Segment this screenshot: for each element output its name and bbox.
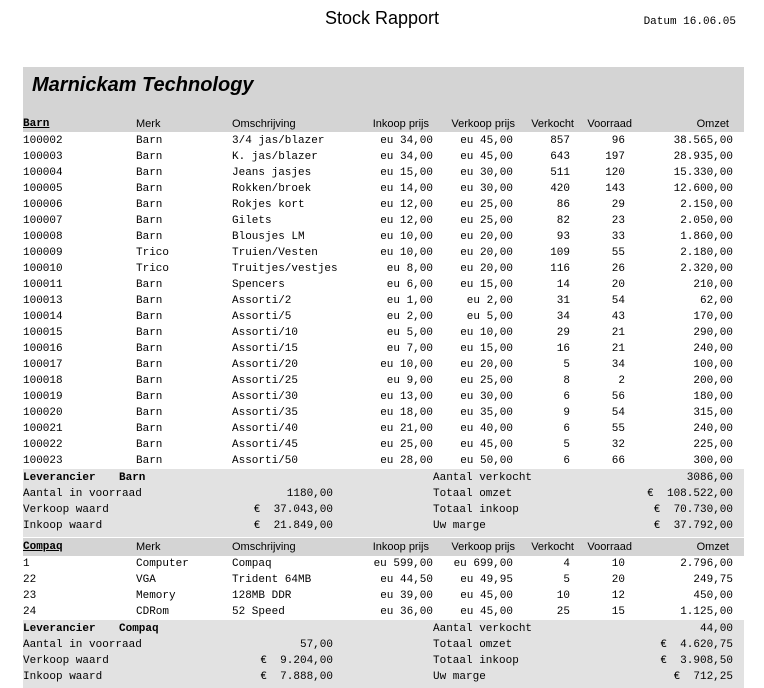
cell-merk: Barn bbox=[136, 167, 163, 179]
table-row bbox=[23, 213, 744, 229]
cell-omschrijving: Assorti/40 bbox=[232, 423, 299, 435]
cell-omschrijving: 3/4 jas/blazer bbox=[232, 135, 325, 147]
cell-inkoop-prijs: eu 28,00 bbox=[380, 455, 433, 467]
cell-merk: Barn bbox=[136, 183, 163, 195]
buy-value: € 21.849,00 bbox=[253, 520, 333, 532]
cell-verkoop-prijs: eu 20,00 bbox=[460, 263, 513, 275]
cell-inkoop-prijs: eu 2,00 bbox=[386, 311, 433, 323]
cell-merk: CDRom bbox=[136, 606, 170, 618]
table-row bbox=[23, 437, 744, 453]
cell-voorraad: 26 bbox=[611, 263, 625, 275]
header-omschrijving: Omschrijving bbox=[232, 541, 296, 553]
cell-supplier: 100019 bbox=[23, 391, 63, 403]
cell-verkoop-prijs: eu 25,00 bbox=[460, 375, 513, 387]
cell-omzet: 450,00 bbox=[693, 590, 733, 602]
sale-value-label: Verkoop waard bbox=[23, 504, 109, 516]
table-row bbox=[23, 421, 744, 437]
cell-omzet: 170,00 bbox=[693, 311, 733, 323]
table-row bbox=[23, 389, 744, 405]
cell-merk: Barn bbox=[136, 135, 163, 147]
table-row bbox=[23, 197, 744, 213]
cell-voorraad: 43 bbox=[611, 311, 625, 323]
cell-inkoop-prijs: eu 44,50 bbox=[380, 574, 433, 586]
supplier-label: Leverancier bbox=[23, 623, 96, 635]
table-row bbox=[23, 181, 744, 197]
cell-verkoop-prijs: eu 45,00 bbox=[460, 590, 513, 602]
cell-inkoop-prijs: eu 9,00 bbox=[386, 375, 433, 387]
cell-verkoop-prijs: eu 35,00 bbox=[460, 407, 513, 419]
cell-merk: Barn bbox=[136, 327, 163, 339]
table-row bbox=[23, 357, 744, 373]
cell-verkoop-prijs: eu 45,00 bbox=[460, 135, 513, 147]
cell-omzet: 180,00 bbox=[693, 391, 733, 403]
cell-verkoop-prijs: eu 40,00 bbox=[460, 423, 513, 435]
cell-supplier: 100011 bbox=[23, 279, 63, 291]
cell-verkoop-prijs: eu 45,00 bbox=[460, 439, 513, 451]
header-inkoop-prijs: Inkoop prijs bbox=[372, 541, 429, 553]
group-summary bbox=[23, 469, 744, 537]
cell-voorraad: 56 bbox=[611, 391, 625, 403]
cell-verkoop-prijs: eu 15,00 bbox=[460, 279, 513, 291]
cell-supplier: 100017 bbox=[23, 359, 63, 371]
cell-verkoop-prijs: eu 5,00 bbox=[466, 311, 513, 323]
report-date: Datum 16.06.05 bbox=[643, 16, 736, 28]
cell-omzet: 1.125,00 bbox=[680, 606, 733, 618]
cell-omzet: 300,00 bbox=[693, 455, 733, 467]
supplier-label: Leverancier bbox=[23, 472, 96, 484]
cell-merk: Trico bbox=[136, 247, 170, 259]
cell-supplier: 100023 bbox=[23, 455, 63, 467]
cell-merk: Computer bbox=[136, 558, 189, 570]
cell-omschrijving: Assorti/2 bbox=[232, 295, 292, 307]
purchase-value: € 3.908,50 bbox=[660, 655, 733, 667]
cell-supplier: 100016 bbox=[23, 343, 63, 355]
cell-supplier: 23 bbox=[23, 590, 37, 602]
cell-omzet: 2.050,00 bbox=[680, 215, 733, 227]
cell-voorraad: 20 bbox=[611, 279, 625, 291]
turnover-value: € 4.620,75 bbox=[660, 639, 733, 651]
cell-voorraad: 55 bbox=[611, 247, 625, 259]
table-row bbox=[23, 229, 744, 245]
turnover-value: € 108.522,00 bbox=[647, 488, 733, 500]
cell-verkoop-prijs: eu 49,95 bbox=[460, 574, 513, 586]
cell-verkoop-prijs: eu 30,00 bbox=[460, 183, 513, 195]
header-supplier: Compaq bbox=[23, 541, 63, 553]
cell-verkocht: 4 bbox=[563, 558, 570, 570]
cell-verkoop-prijs: eu 20,00 bbox=[460, 359, 513, 371]
cell-verkoop-prijs: eu 45,00 bbox=[460, 151, 513, 163]
cell-verkocht: 6 bbox=[563, 391, 570, 403]
cell-inkoop-prijs: eu 12,00 bbox=[380, 199, 433, 211]
cell-inkoop-prijs: eu 8,00 bbox=[386, 263, 433, 275]
cell-voorraad: 10 bbox=[611, 558, 625, 570]
cell-voorraad: 2 bbox=[618, 375, 625, 387]
table-row bbox=[23, 453, 744, 469]
cell-supplier: 100013 bbox=[23, 295, 63, 307]
cell-merk: Barn bbox=[136, 151, 163, 163]
header-merk: Merk bbox=[136, 541, 161, 553]
cell-verkoop-prijs: eu 30,00 bbox=[460, 391, 513, 403]
cell-inkoop-prijs: eu 7,00 bbox=[386, 343, 433, 355]
cell-omzet: 240,00 bbox=[693, 423, 733, 435]
cell-supplier: 22 bbox=[23, 574, 37, 586]
cell-inkoop-prijs: eu 599,00 bbox=[373, 558, 433, 570]
cell-voorraad: 12 bbox=[611, 590, 625, 602]
cell-omzet: 2.150,00 bbox=[680, 199, 733, 211]
sold-label: Aantal verkocht bbox=[433, 472, 533, 484]
cell-merk: Barn bbox=[136, 199, 163, 211]
cell-verkocht: 29 bbox=[556, 327, 570, 339]
cell-merk: Trico bbox=[136, 263, 170, 275]
stock-value: 1180,00 bbox=[286, 488, 333, 500]
cell-voorraad: 55 bbox=[611, 423, 625, 435]
cell-voorraad: 54 bbox=[611, 295, 625, 307]
cell-supplier: 1 bbox=[23, 558, 30, 570]
cell-merk: Barn bbox=[136, 439, 163, 451]
cell-omzet: 15.330,00 bbox=[673, 167, 733, 179]
sale-value-label: Verkoop waard bbox=[23, 655, 109, 667]
cell-verkocht: 109 bbox=[550, 247, 570, 259]
header-verkocht: Verkocht bbox=[531, 118, 574, 130]
cell-supplier: 100006 bbox=[23, 199, 63, 211]
cell-omschrijving: 128MB DDR bbox=[232, 590, 292, 602]
stock-label: Aantal in voorraad bbox=[23, 488, 142, 500]
cell-voorraad: 34 bbox=[611, 359, 625, 371]
cell-omzet: 12.600,00 bbox=[673, 183, 733, 195]
cell-supplier: 100018 bbox=[23, 375, 63, 387]
table-row bbox=[23, 309, 744, 325]
cell-verkoop-prijs: eu 25,00 bbox=[460, 199, 513, 211]
table-row bbox=[23, 405, 744, 421]
cell-omzet: 200,00 bbox=[693, 375, 733, 387]
purchase-label: Totaal inkoop bbox=[433, 655, 519, 667]
cell-omzet: 225,00 bbox=[693, 439, 733, 451]
cell-verkocht: 10 bbox=[556, 590, 570, 602]
cell-merk: Barn bbox=[136, 423, 163, 435]
cell-verkocht: 9 bbox=[563, 407, 570, 419]
cell-voorraad: 120 bbox=[605, 167, 625, 179]
cell-merk: Barn bbox=[136, 231, 163, 243]
cell-verkocht: 420 bbox=[550, 183, 570, 195]
cell-verkocht: 511 bbox=[550, 167, 570, 179]
header-voorraad: Voorraad bbox=[587, 541, 632, 553]
margin-value: € 37.792,00 bbox=[653, 520, 733, 532]
cell-merk: Barn bbox=[136, 343, 163, 355]
cell-voorraad: 20 bbox=[611, 574, 625, 586]
cell-voorraad: 96 bbox=[611, 135, 625, 147]
cell-verkoop-prijs: eu 50,00 bbox=[460, 455, 513, 467]
cell-verkoop-prijs: eu 25,00 bbox=[460, 215, 513, 227]
cell-merk: Barn bbox=[136, 215, 163, 227]
cell-merk: Barn bbox=[136, 407, 163, 419]
cell-omschrijving: Assorti/25 bbox=[232, 375, 299, 387]
sold-label: Aantal verkocht bbox=[433, 623, 533, 635]
cell-verkoop-prijs: eu 45,00 bbox=[460, 606, 513, 618]
cell-inkoop-prijs: eu 34,00 bbox=[380, 151, 433, 163]
cell-verkocht: 5 bbox=[563, 439, 570, 451]
table-row bbox=[23, 604, 744, 620]
header-supplier: Barn bbox=[23, 118, 50, 130]
supplier-value: Barn bbox=[119, 472, 146, 484]
cell-verkocht: 643 bbox=[550, 151, 570, 163]
sold-value: 3086,00 bbox=[686, 472, 733, 484]
cell-merk: Barn bbox=[136, 391, 163, 403]
cell-merk: Barn bbox=[136, 455, 163, 467]
cell-omschrijving: Assorti/10 bbox=[232, 327, 299, 339]
cell-verkocht: 16 bbox=[556, 343, 570, 355]
cell-supplier: 100005 bbox=[23, 183, 63, 195]
cell-omschrijving: Assorti/15 bbox=[232, 343, 299, 355]
cell-inkoop-prijs: eu 25,00 bbox=[380, 439, 433, 451]
cell-verkoop-prijs: eu 2,00 bbox=[466, 295, 513, 307]
cell-inkoop-prijs: eu 5,00 bbox=[386, 327, 433, 339]
cell-verkoop-prijs: eu 30,00 bbox=[460, 167, 513, 179]
table-row bbox=[23, 277, 744, 293]
sale-value: € 37.043,00 bbox=[253, 504, 333, 516]
turnover-label: Totaal omzet bbox=[433, 639, 513, 651]
cell-supplier: 100014 bbox=[23, 311, 63, 323]
margin-value: € 712,25 bbox=[673, 671, 733, 683]
cell-voorraad: 66 bbox=[611, 455, 625, 467]
cell-omzet: 290,00 bbox=[693, 327, 733, 339]
cell-inkoop-prijs: eu 36,00 bbox=[380, 606, 433, 618]
cell-supplier: 100004 bbox=[23, 167, 63, 179]
cell-inkoop-prijs: eu 6,00 bbox=[386, 279, 433, 291]
cell-verkocht: 6 bbox=[563, 423, 570, 435]
cell-inkoop-prijs: eu 14,00 bbox=[380, 183, 433, 195]
table-row bbox=[23, 293, 744, 309]
cell-omschrijving: 52 Speed bbox=[232, 606, 285, 618]
stock-value: 57,00 bbox=[299, 639, 333, 651]
cell-inkoop-prijs: eu 13,00 bbox=[380, 391, 433, 403]
cell-omzet: 2.320,00 bbox=[680, 263, 733, 275]
cell-omschrijving: Assorti/35 bbox=[232, 407, 299, 419]
cell-omzet: 62,00 bbox=[699, 295, 733, 307]
cell-omzet: 1.860,00 bbox=[680, 231, 733, 243]
header-omschrijving: Omschrijving bbox=[232, 118, 296, 130]
cell-supplier: 100010 bbox=[23, 263, 63, 275]
header-voorraad: Voorraad bbox=[587, 118, 632, 130]
cell-omschrijving: Rokken/broek bbox=[232, 183, 312, 195]
cell-verkoop-prijs: eu 15,00 bbox=[460, 343, 513, 355]
header-verkoop-prijs: Verkoop prijs bbox=[451, 118, 515, 130]
header-merk: Merk bbox=[136, 118, 161, 130]
cell-supplier: 100022 bbox=[23, 439, 63, 451]
cell-verkocht: 25 bbox=[556, 606, 570, 618]
cell-supplier: 100003 bbox=[23, 151, 63, 163]
cell-omschrijving: Blousjes LM bbox=[232, 231, 305, 243]
table-row bbox=[23, 165, 744, 181]
cell-verkocht: 5 bbox=[563, 359, 570, 371]
cell-voorraad: 23 bbox=[611, 215, 625, 227]
cell-omschrijving: Spencers bbox=[232, 279, 285, 291]
cell-verkocht: 31 bbox=[556, 295, 570, 307]
cell-inkoop-prijs: eu 10,00 bbox=[380, 359, 433, 371]
cell-voorraad: 29 bbox=[611, 199, 625, 211]
stock-label: Aantal in voorraad bbox=[23, 639, 142, 651]
cell-omzet: 240,00 bbox=[693, 343, 733, 355]
cell-voorraad: 21 bbox=[611, 327, 625, 339]
margin-label: Uw marge bbox=[433, 520, 486, 532]
cell-omschrijving: Assorti/30 bbox=[232, 391, 299, 403]
cell-voorraad: 21 bbox=[611, 343, 625, 355]
cell-omschrijving: Gilets bbox=[232, 215, 272, 227]
cell-inkoop-prijs: eu 15,00 bbox=[380, 167, 433, 179]
table-row bbox=[23, 325, 744, 341]
cell-omschrijving: Assorti/20 bbox=[232, 359, 299, 371]
table-row bbox=[23, 133, 744, 149]
cell-voorraad: 32 bbox=[611, 439, 625, 451]
buy-value-label: Inkoop waard bbox=[23, 671, 103, 683]
cell-voorraad: 197 bbox=[605, 151, 625, 163]
cell-omzet: 2.796,00 bbox=[680, 558, 733, 570]
table-row bbox=[23, 245, 744, 261]
cell-inkoop-prijs: eu 18,00 bbox=[380, 407, 433, 419]
cell-omschrijving: Rokjes kort bbox=[232, 199, 305, 211]
cell-omzet: 315,00 bbox=[693, 407, 733, 419]
sale-value: € 9.204,00 bbox=[260, 655, 333, 667]
cell-omzet: 100,00 bbox=[693, 359, 733, 371]
table-row bbox=[23, 261, 744, 277]
cell-merk: Memory bbox=[136, 590, 176, 602]
cell-omzet: 2.180,00 bbox=[680, 247, 733, 259]
cell-inkoop-prijs: eu 1,00 bbox=[386, 295, 433, 307]
cell-omschrijving: Assorti/5 bbox=[232, 311, 292, 323]
cell-verkocht: 5 bbox=[563, 574, 570, 586]
cell-omschrijving: Assorti/50 bbox=[232, 455, 299, 467]
cell-merk: Barn bbox=[136, 375, 163, 387]
cell-supplier: 100007 bbox=[23, 215, 63, 227]
sold-value: 44,00 bbox=[699, 623, 733, 635]
cell-supplier: 24 bbox=[23, 606, 37, 618]
cell-omschrijving: Truien/Vesten bbox=[232, 247, 318, 259]
company-name: Marnickam Technology bbox=[32, 74, 254, 96]
cell-omschrijving: Assorti/45 bbox=[232, 439, 299, 451]
cell-voorraad: 54 bbox=[611, 407, 625, 419]
margin-label: Uw marge bbox=[433, 671, 486, 683]
purchase-value: € 70.730,00 bbox=[653, 504, 733, 516]
cell-merk: VGA bbox=[136, 574, 156, 586]
cell-verkoop-prijs: eu 20,00 bbox=[460, 247, 513, 259]
table-row bbox=[23, 572, 744, 588]
cell-verkocht: 93 bbox=[556, 231, 570, 243]
cell-omzet: 28.935,00 bbox=[673, 151, 733, 163]
cell-supplier: 100002 bbox=[23, 135, 63, 147]
cell-supplier: 100009 bbox=[23, 247, 63, 259]
purchase-label: Totaal inkoop bbox=[433, 504, 519, 516]
cell-omschrijving: Truitjes/vestjes bbox=[232, 263, 338, 275]
cell-inkoop-prijs: eu 10,00 bbox=[380, 231, 433, 243]
cell-omschrijving: Trident 64MB bbox=[232, 574, 312, 586]
cell-inkoop-prijs: eu 10,00 bbox=[380, 247, 433, 259]
cell-verkocht: 857 bbox=[550, 135, 570, 147]
cell-verkoop-prijs: eu 10,00 bbox=[460, 327, 513, 339]
cell-merk: Barn bbox=[136, 359, 163, 371]
table-row bbox=[23, 588, 744, 604]
cell-verkocht: 82 bbox=[556, 215, 570, 227]
cell-supplier: 100021 bbox=[23, 423, 63, 435]
turnover-label: Totaal omzet bbox=[433, 488, 513, 500]
cell-verkocht: 14 bbox=[556, 279, 570, 291]
supplier-value: Compaq bbox=[119, 623, 159, 635]
cell-supplier: 100015 bbox=[23, 327, 63, 339]
header-verkocht: Verkocht bbox=[531, 541, 574, 553]
cell-omschrijving: Compaq bbox=[232, 558, 272, 570]
group-summary bbox=[23, 620, 744, 688]
cell-omzet: 249,75 bbox=[693, 574, 733, 586]
cell-inkoop-prijs: eu 34,00 bbox=[380, 135, 433, 147]
cell-omschrijving: K. jas/blazer bbox=[232, 151, 318, 163]
cell-omzet: 38.565,00 bbox=[673, 135, 733, 147]
cell-inkoop-prijs: eu 12,00 bbox=[380, 215, 433, 227]
cell-verkoop-prijs: eu 699,00 bbox=[453, 558, 513, 570]
cell-voorraad: 143 bbox=[605, 183, 625, 195]
cell-supplier: 100020 bbox=[23, 407, 63, 419]
cell-omzet: 210,00 bbox=[693, 279, 733, 291]
header-verkoop-prijs: Verkoop prijs bbox=[451, 541, 515, 553]
buy-value-label: Inkoop waard bbox=[23, 520, 103, 532]
report-title: Stock Rapport bbox=[324, 8, 440, 28]
cell-verkocht: 8 bbox=[563, 375, 570, 387]
table-row bbox=[23, 341, 744, 357]
cell-inkoop-prijs: eu 39,00 bbox=[380, 590, 433, 602]
cell-inkoop-prijs: eu 21,00 bbox=[380, 423, 433, 435]
table-row bbox=[23, 556, 744, 572]
cell-verkocht: 34 bbox=[556, 311, 570, 323]
cell-omschrijving: Jeans jasjes bbox=[232, 167, 312, 179]
header-inkoop-prijs: Inkoop prijs bbox=[372, 118, 429, 130]
cell-merk: Barn bbox=[136, 311, 163, 323]
cell-voorraad: 15 bbox=[611, 606, 625, 618]
cell-verkocht: 116 bbox=[550, 263, 570, 275]
header-omzet: Omzet bbox=[696, 118, 729, 130]
buy-value: € 7.888,00 bbox=[260, 671, 333, 683]
cell-verkocht: 6 bbox=[563, 455, 570, 467]
cell-verkoop-prijs: eu 20,00 bbox=[460, 231, 513, 243]
cell-supplier: 100008 bbox=[23, 231, 63, 243]
cell-voorraad: 33 bbox=[611, 231, 625, 243]
table-row bbox=[23, 149, 744, 165]
header-omzet: Omzet bbox=[696, 541, 729, 553]
cell-verkocht: 86 bbox=[556, 199, 570, 211]
table-row bbox=[23, 373, 744, 389]
cell-merk: Barn bbox=[136, 279, 163, 291]
cell-merk: Barn bbox=[136, 295, 163, 307]
